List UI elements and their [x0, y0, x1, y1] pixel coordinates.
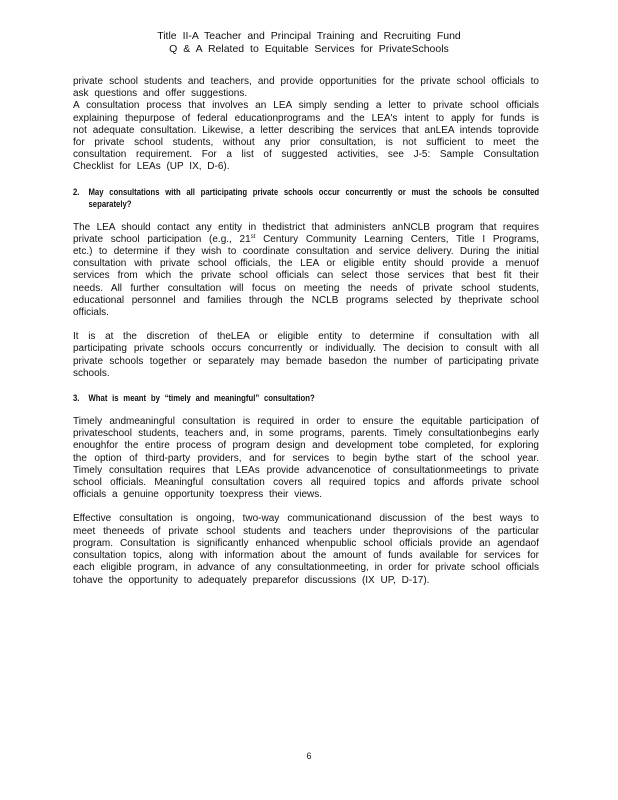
question-3 — [73, 392, 539, 404]
answer-text: The LEA should contact any entity in thedistrict that administers anNCLB program that requires private school participation (e.g., 21 — [73, 221, 539, 245]
answer-3-paragraph-1: Timely andmeaningful consultation is required in order to ensure the equitable participation of privateschool students, teachers and, in some programs, parents. Timely consultationbegins early enoughfor the entire process of program design and development tobe completed, for exploring the option of third-party providers, and for services to begin bythe start of the school year. Timely consultation requires that LEAs provide advancenotice of consultationmeetings to private school officials. Meaningful consultation covers all required topics and affords private school officials a genuine opportunity toexpress their views. — [73, 416, 539, 501]
header-title-line: Title II-A Teacher and Principal Training and Recruiting Fund — [157, 30, 461, 42]
answer-2-paragraph-2: It is at the discretion of theLEA or eligible entity to determine if consultation with all participating private schools occurs concurrently or individually. The decision to consult with all private schools together or separately may bemade basedon the number of participating private schools. — [73, 331, 539, 379]
question-text: May consultations with all participating private schools occur concurrently or must the schools be consulted separately? — [88, 186, 540, 209]
page-number: 6 — [306, 751, 312, 761]
answer-text: Century Community Learning Centers, Title I Programs, etc.) to determine if they wish to coordinate consultation and service delivery. During the initial consultation with private school officials, the LEA or eligible entity should provide a menuof services from which the private school officials can select those services that best fit their needs. All further consultation will focus on meeting the needs of private school students, educational personnel and families through the NCLB programs selected by theprivate school officials. — [73, 233, 540, 319]
continued-paragraph: private school students and teachers, and provide opportunities for the private school officials to ask questions and offer suggestions. — [73, 76, 539, 100]
consultation-paragraph: A consultation process that involves an LEA simply sending a letter to private school officials explaining thepurpose of federal educationprograms and the LEA's intent to apply for funds is not adequate consultation. Likewise, a letter describing the services that anLEA intends toprovide for private school students, without any prior consultation, is not sufficient to meet the consultation requirement. For a list of suggested activities, see J-5: Sample Consultation Checklist for LEAs (UP IX, D-6). — [73, 100, 539, 173]
header-subtitle-line: Q & A Related to Equitable Services for PrivateSchools — [169, 43, 449, 55]
question-text: What is meant by “timely and meaningful” consultation? — [88, 393, 315, 404]
page-header — [0, 30, 618, 56]
question-2 — [73, 186, 539, 210]
answer-3-paragraph-2: Effective consultation is ongoing, two-way communicationand discussion of the best ways to meet theneeds of private school students and teachers under theprovisions of the particular program. Consultation is significantly enhanced whenpublic school officials provide an agendaof consultation topics, along with information about the amount of funds available for services for each eligible program, in advance of any consultationmeeting, in order for private school officials tohave the opportunity to adequately preparefor discussions (IX UP, D-17). — [73, 513, 539, 586]
question-number: 2. — [73, 186, 80, 197]
body-content — [73, 76, 539, 587]
answer-2-paragraph-1 — [73, 222, 539, 320]
question-number: 3. — [73, 393, 80, 404]
ordinal-superscript: st — [250, 233, 256, 240]
